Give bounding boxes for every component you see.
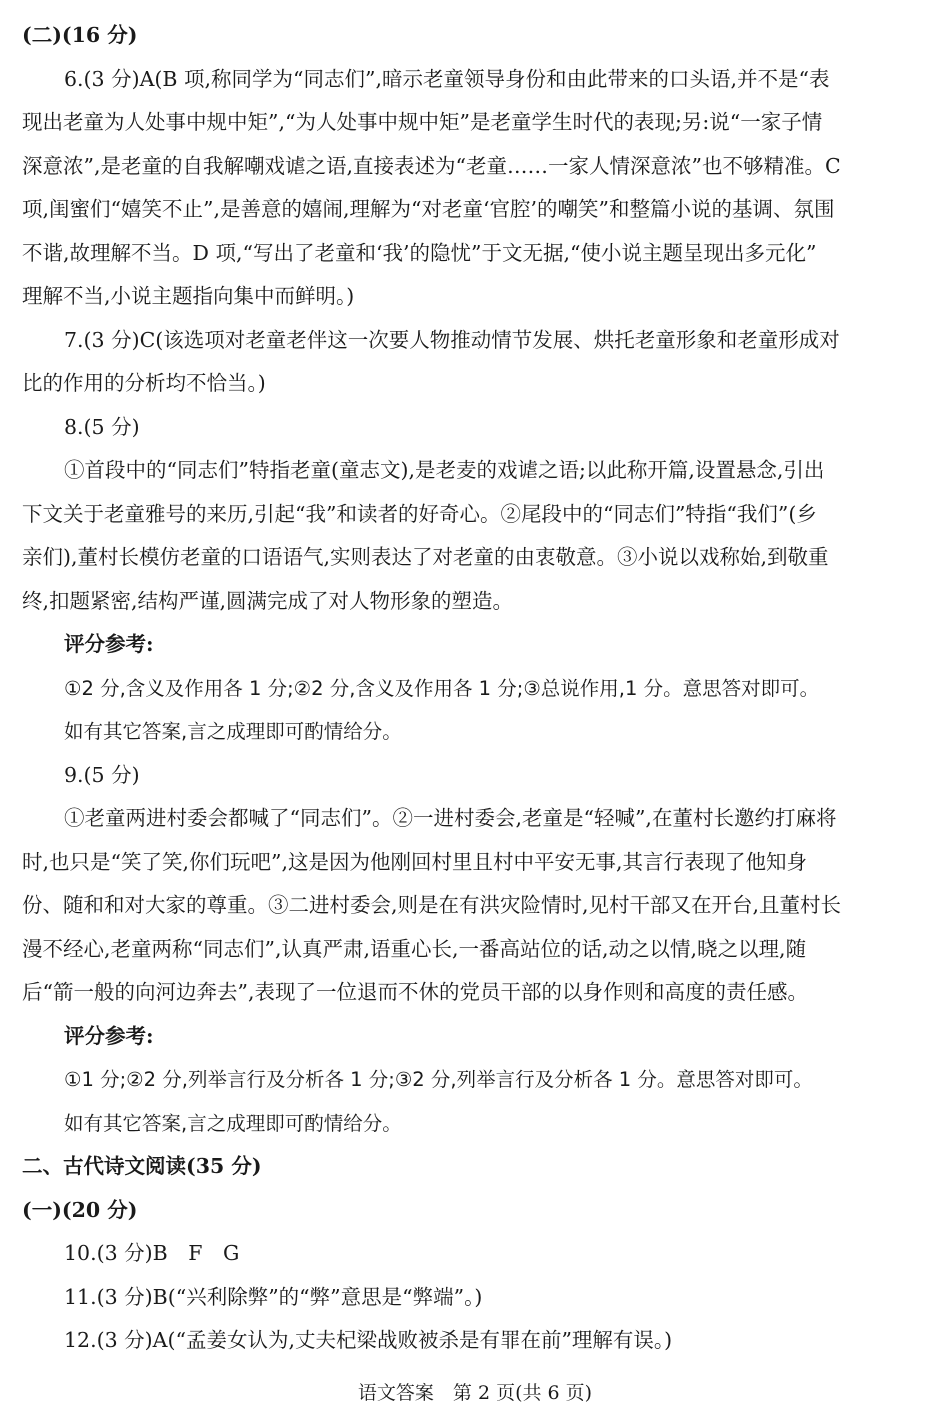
q6-line-3: 深意浓”,是老童的自我解嘲戏谑之语,直接表述为“老童……一家人情深意浓”也不够精准。C [22,153,841,178]
q9-line-1: ①老童两进村委会都喊了“同志们”。②一进村委会,老童是“轻喊”,在董村长邀约打麻将 [64,806,837,830]
q9-heading: 9.(5 分) [64,762,140,787]
q7-line-1: 7.(3 分)C(该选项对老童老伴这一次要人物推动情节发展、烘托老童形象和老童形成对 [64,327,840,352]
q6-line-4: 项,闺蜜们“嬉笑不止”,是善意的嬉闹,理解为“对老童‘官腔’的嘲笑”和整篇小说的基调、氛围 [22,197,835,221]
q9-scoring-line-1: ①1 分;②2 分,列举言行及分析各 1 分;③2 分,列举言行及分析各 1 分。意思答对即可。 [64,1068,813,1091]
q6-line-5: 不谐,故理解不当。D 项,“写出了老童和‘我’的隐忧”于文无据,“使小说主题呈现出多元化” [22,240,817,265]
q8-line-1: ①首段中的“同志们”特指老童(童志文),是老麦的戏谑之语;以此称开篇,设置悬念,引出 [64,458,825,482]
q9-line-4: 漫不经心,老童两称“同志们”,认真严肃,语重心长,一番高站位的话,动之以情,晓之以理,随 [22,936,807,961]
q9-line-5: 后“箭一般的向河边奔去”,表现了一位退而不休的党员干部的以身作则和高度的责任感。 [22,980,808,1004]
q6-line-6: 理解不当,小说主题指向集中而鲜明。) [22,284,355,308]
q8-heading: 8.(5 分) [64,414,140,439]
q11-answer: 11.(3 分)B(“兴利除弊”的“弊”意思是“弊端”。) [64,1284,483,1309]
q8-line-3: 亲们),董村长模仿老童的口语语气,实则表达了对老童的由衷敬意。③小说以戏称始,到敬重 [22,545,829,569]
page-footer: 语文答案 第 2 页(共 6 页) [357,1382,593,1404]
q6-line-2: 现出老童为人处事中规中矩”,“为人处事中规中矩”是老童学生时代的表现;另:说“一家子情 [22,110,823,134]
q9-line-2: 时,也只是“笑了笑,你们玩吧”,这是因为他刚回村里且村中平安无事,其言行表现了他知身 [22,849,808,874]
q8-scoring-line-2: 如有其它答案,言之成理即可酌情给分。 [64,720,402,743]
q9-scoring-title: 评分参考: [64,1023,154,1048]
q9-line-3: 份、随和和对大家的尊重。③二进村委会,则是在有洪灾险情时,见村干部又在开台,且董村长 [22,893,842,917]
q6-line-1: 6.(3 分)A(B 项,称同学为“同志们”,暗示老童领导身份和由此带来的口头语,并不是“表 [64,66,830,91]
part-two-heading: 二、古代诗文阅读(35 分) [22,1154,262,1178]
q7-line-2: 比的作用的分析均不恰当。) [22,371,266,395]
q8-scoring-title: 评分参考: [64,632,154,656]
part-two-sub-heading: (一)(20 分) [22,1197,138,1222]
q8-line-2: 下文关于老童雅号的来历,引起“我”和读者的好奇心。②尾段中的“同志们”特指“我们”(乡 [22,501,817,526]
q8-scoring-line-1: ①2 分,含义及作用各 1 分;②2 分,含义及作用各 1 分;③总说作用,1 分。意思答对即可。 [64,676,820,700]
answer-content [22,14,932,1363]
q12-answer: 12.(3 分)A(“孟姜女认为,丈夫杞梁战败被杀是有罪在前”理解有误。) [64,1328,673,1352]
q8-line-4: 终,扣题紧密,结构严谨,圆满完成了对人物形象的塑造。 [22,588,514,613]
q9-scoring-line-2: 如有其它答案,言之成理即可酌情给分。 [64,1111,402,1135]
q10-answer: 10.(3 分)B F G [64,1241,240,1265]
section-heading-two: (二)(16 分) [22,23,138,47]
